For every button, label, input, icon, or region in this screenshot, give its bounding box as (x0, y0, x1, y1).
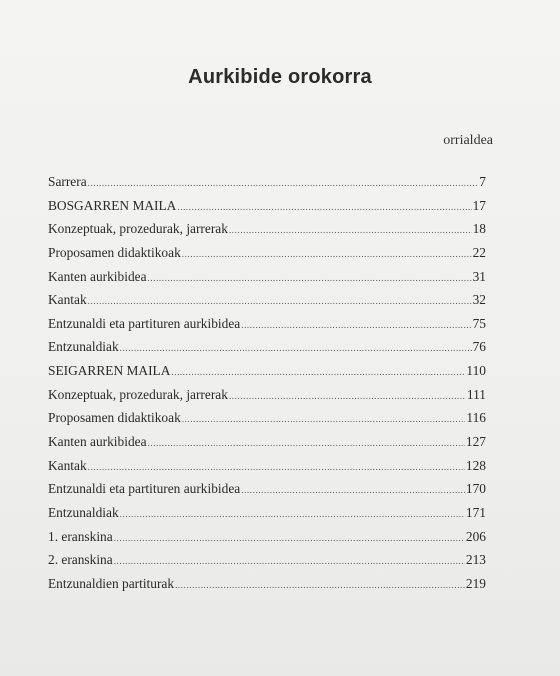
toc-entry (48, 170, 486, 194)
toc-entry-label: Sarrera (48, 174, 87, 189)
toc-entry (48, 217, 486, 241)
toc-entry (48, 359, 486, 383)
toc-entry-page: 219 (465, 575, 486, 591)
dot-leader (120, 337, 472, 361)
toc-entry-label: BOSGARREN MAILA (48, 197, 177, 213)
toc-entry-label: Konzeptuak, prozedurak, jarrerak (48, 386, 228, 402)
toc-entry-page: 32 (472, 292, 486, 308)
toc-entry-label: Entzunaldiak (48, 339, 119, 355)
toc-entry-label: Kanten aurkibidea (48, 268, 147, 284)
dot-leader (148, 267, 472, 291)
toc-entry-page: 171 (465, 504, 486, 520)
toc-entry-label: 1. eranskina (48, 528, 113, 544)
dot-leader (229, 385, 466, 409)
toc-entry-label: Proposamen didaktikoak (48, 410, 181, 426)
toc-entry-label: Proposamen didaktikoak (48, 244, 181, 260)
dot-leader (114, 550, 465, 574)
toc-entry-label: Entzunaldien partiturak (48, 575, 175, 591)
toc-entry-label: Konzeptuak, prozedurak, jarrerak (48, 221, 228, 237)
toc-entry-page: 7 (479, 174, 486, 189)
dot-leader (88, 290, 472, 314)
toc-entry (48, 430, 486, 454)
dot-leader (120, 503, 465, 527)
toc-entry-label: Kantak (48, 292, 87, 308)
toc-entry (48, 406, 486, 430)
dot-leader (241, 314, 471, 338)
toc-entry (48, 454, 486, 478)
toc-entry-page: 75 (472, 315, 486, 331)
toc-entry-page: 18 (472, 221, 486, 237)
dot-leader (182, 408, 466, 432)
toc-entry-label: Kanten aurkibidea (48, 434, 147, 450)
toc-entry (48, 241, 486, 265)
toc-entry (48, 548, 486, 572)
toc-entry-label: Entzunaldi eta partituren aurkibidea (48, 315, 241, 331)
toc-entry-page: 206 (465, 528, 486, 544)
toc-entry-page: 22 (472, 244, 486, 260)
dot-leader (241, 479, 465, 503)
toc-entry-page: 111 (466, 386, 486, 402)
toc-entry-label: Entzunaldi eta partituren aurkibidea (48, 481, 241, 497)
dot-leader (177, 196, 471, 220)
toc-entry (48, 501, 486, 525)
toc-entry-label: Entzunaldiak (48, 504, 119, 520)
toc-entry-page: 31 (472, 268, 486, 284)
dot-leader (229, 219, 472, 243)
toc-entry (48, 288, 486, 312)
toc-entry (48, 383, 486, 407)
toc-entry (48, 312, 486, 336)
toc-entry-label: Kantak (48, 457, 87, 473)
toc-entry-label: 2. eranskina (48, 552, 113, 568)
toc-entry (48, 265, 486, 289)
toc-entry-page: 76 (472, 339, 486, 355)
toc-entry-page: 17 (472, 197, 486, 213)
toc-entry-label: SEIGARREN MAILA (48, 363, 171, 379)
toc-entry (48, 572, 486, 596)
dot-leader (88, 456, 465, 480)
toc-entry (48, 477, 486, 501)
dot-leader (175, 574, 465, 598)
toc-entry-page: 127 (465, 434, 486, 450)
toc-entry (48, 335, 486, 359)
dot-leader (114, 527, 465, 551)
toc-entry-page: 213 (465, 552, 486, 568)
toc-entry-page: 170 (465, 481, 486, 497)
dot-leader (148, 432, 465, 456)
page-column-label: orrialdea (443, 133, 493, 148)
toc-entry-page: 128 (465, 457, 486, 473)
page-title: Aurkibide orokorra (188, 66, 372, 88)
toc-entry-page: 110 (466, 363, 486, 379)
table-of-contents (48, 170, 486, 596)
dot-leader (88, 172, 479, 196)
toc-entry-page: 116 (466, 410, 486, 426)
toc-entry (48, 194, 486, 218)
toc-entry (48, 525, 486, 549)
dot-leader (171, 361, 465, 385)
dot-leader (182, 243, 472, 267)
